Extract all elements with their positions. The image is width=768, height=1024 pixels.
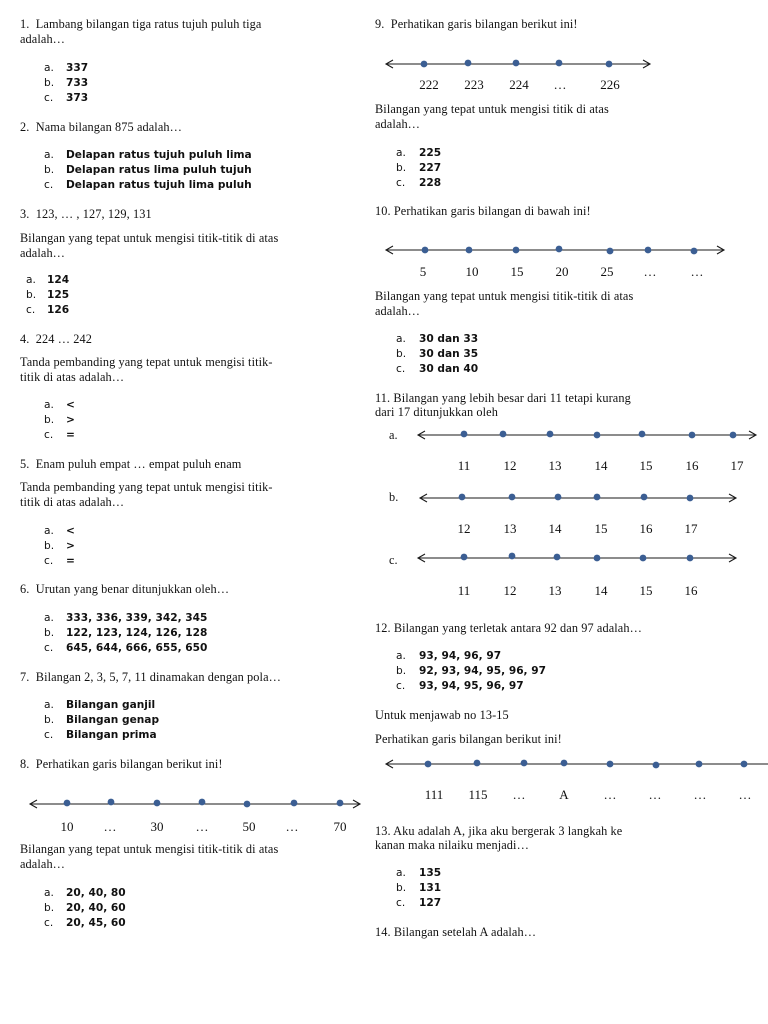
option-letter[interactable]: c. bbox=[44, 179, 54, 191]
number-line-point bbox=[500, 431, 507, 438]
number-line-point bbox=[554, 554, 561, 561]
number-line-point bbox=[687, 555, 694, 562]
number-line-label: 223 bbox=[464, 77, 484, 92]
number-line-label: 10 bbox=[465, 264, 479, 279]
option-letter[interactable]: a. bbox=[44, 699, 54, 711]
option-letter[interactable]: c. bbox=[396, 363, 406, 375]
option-text[interactable]: Delapan ratus tujuh puluh lima bbox=[66, 149, 252, 161]
q11b-number-line bbox=[368, 476, 768, 536]
option-letter[interactable]: c. bbox=[44, 642, 54, 654]
question-5-prompt-line1: Tanda pembanding yang tepat untuk mengisi titik- bbox=[20, 480, 273, 494]
option-letter[interactable]: c. bbox=[44, 555, 54, 567]
question-8-text: 8. Perhatikan garis bilangan berikut ini! bbox=[20, 757, 223, 771]
option-text[interactable]: 127 bbox=[419, 897, 442, 909]
question-4-text: 4. 224 … 242 bbox=[20, 332, 93, 346]
question-8-prompt-line1: Bilangan yang tepat untuk mengisi titik-titik di atas bbox=[20, 842, 279, 856]
question-13-text-line1: 13. Aku adalah A, jika aku bergerak 3 langkah ke bbox=[375, 824, 623, 838]
number-line-point bbox=[594, 494, 601, 501]
question-1-text-line2: adalah… bbox=[20, 32, 66, 46]
question-3-prompt-line1: Bilangan yang tepat untuk mengisi titik-titik di atas bbox=[20, 231, 279, 245]
option-text[interactable]: 131 bbox=[419, 882, 442, 894]
option-letter[interactable]: a. bbox=[396, 147, 406, 159]
option-letter[interactable]: b. bbox=[44, 414, 55, 426]
number-line-point bbox=[741, 761, 748, 768]
number-line-point bbox=[607, 761, 614, 768]
option-text[interactable]: 125 bbox=[47, 289, 70, 301]
number-line-point bbox=[64, 800, 71, 807]
option-letter[interactable]: c. bbox=[396, 177, 406, 189]
number-line-label: 20 bbox=[555, 264, 569, 279]
option-text[interactable]: 30 dan 40 bbox=[419, 363, 479, 375]
question-12-text: 12. Bilangan yang terletak antara 92 dan 97 adalah… bbox=[375, 621, 642, 635]
number-line-point bbox=[461, 431, 468, 438]
number-line-point bbox=[459, 494, 466, 501]
number-line-point bbox=[108, 799, 115, 806]
option-letter[interactable]: a. bbox=[44, 612, 54, 624]
q9-number-line bbox=[368, 42, 768, 102]
number-line-label: … bbox=[643, 264, 657, 279]
number-line-label: 13 bbox=[548, 583, 562, 598]
option-letter[interactable]: a. bbox=[396, 333, 406, 345]
number-line-label: 10 bbox=[60, 819, 74, 834]
option-text[interactable]: Bilangan genap bbox=[66, 714, 160, 726]
question-9-text: 9. Perhatikan garis bilangan berikut ini! bbox=[375, 17, 578, 31]
number-line-point bbox=[291, 800, 298, 807]
question-2-text: 2. Nama bilangan 875 adalah… bbox=[20, 120, 183, 134]
question-4-prompt-line2: titik di atas adalah… bbox=[20, 370, 125, 384]
number-line-point bbox=[555, 494, 562, 501]
option-text[interactable]: 30 dan 33 bbox=[419, 333, 479, 345]
number-line-point bbox=[461, 554, 468, 561]
number-line-label: … bbox=[285, 819, 299, 834]
option-letter[interactable]: b. bbox=[396, 882, 407, 894]
option-letter[interactable]: b. bbox=[396, 348, 407, 360]
number-line-label: 13 bbox=[503, 521, 517, 536]
number-line-point bbox=[421, 61, 428, 68]
number-line-label: 14 bbox=[594, 583, 608, 598]
number-line-point bbox=[154, 800, 161, 807]
number-line-label: 16 bbox=[639, 521, 653, 536]
question-8-prompt-line2: adalah… bbox=[20, 857, 66, 871]
question-9-prompt-line2: adalah… bbox=[375, 117, 421, 131]
number-line-label: 70 bbox=[333, 819, 347, 834]
option-letter[interactable]: c. bbox=[26, 304, 36, 316]
option-text[interactable]: 373 bbox=[66, 92, 89, 104]
option-text[interactable]: 228 bbox=[419, 177, 442, 189]
option-letter[interactable]: b. bbox=[44, 902, 55, 914]
number-line-point bbox=[465, 60, 472, 67]
number-line-point bbox=[687, 495, 694, 502]
number-line-point bbox=[645, 247, 652, 254]
option-text[interactable]: 20, 40, 80 bbox=[66, 887, 126, 899]
number-line-label: 14 bbox=[594, 458, 608, 473]
number-line-label: 12 bbox=[457, 521, 471, 536]
number-line-label: 15 bbox=[510, 264, 524, 279]
option-letter[interactable]: a. bbox=[396, 650, 406, 662]
option-text[interactable]: 30 dan 35 bbox=[419, 348, 479, 360]
option-letter[interactable]: b. bbox=[44, 714, 55, 726]
number-line-label: 11 bbox=[457, 458, 471, 473]
option-letter[interactable]: b. bbox=[44, 540, 55, 552]
q8-number-line bbox=[0, 782, 372, 842]
option-letter[interactable]: b. bbox=[44, 164, 55, 176]
number-line-point bbox=[466, 247, 473, 254]
number-line-label: 226 bbox=[600, 77, 620, 92]
question-11-text-line1: 11. Bilangan yang lebih besar dari 11 tetapi kurang bbox=[375, 391, 631, 405]
q11a-number-line bbox=[368, 413, 768, 473]
number-line-label: 15 bbox=[594, 521, 608, 536]
number-line-point bbox=[474, 760, 481, 767]
option-letter[interactable]: b. bbox=[389, 490, 399, 504]
option-letter[interactable]: b. bbox=[26, 289, 37, 301]
number-line-point bbox=[513, 60, 520, 67]
option-text[interactable]: > bbox=[66, 414, 75, 426]
option-letter[interactable]: a. bbox=[44, 399, 54, 411]
question-3-prompt-line2: adalah… bbox=[20, 246, 66, 260]
number-line-label: 222 bbox=[419, 77, 439, 92]
question-14-text: 14. Bilangan setelah A adalah… bbox=[375, 925, 537, 939]
option-letter[interactable]: a. bbox=[44, 887, 54, 899]
number-line-label: 11 bbox=[457, 583, 471, 598]
option-letter[interactable]: c. bbox=[396, 680, 406, 692]
number-line-label: 16 bbox=[684, 583, 698, 598]
option-letter[interactable]: a. bbox=[44, 149, 54, 161]
number-line-label: 15 bbox=[639, 583, 653, 598]
number-line-label: 115 bbox=[468, 787, 488, 802]
number-line-point bbox=[606, 61, 613, 68]
number-line-label: 17 bbox=[730, 458, 744, 473]
number-line-point bbox=[689, 432, 696, 439]
option-text[interactable]: 135 bbox=[419, 867, 442, 879]
question-5-prompt-line2: titik di atas adalah… bbox=[20, 495, 125, 509]
number-line-label: 111 bbox=[424, 787, 444, 802]
option-text[interactable]: 20, 40, 60 bbox=[66, 902, 126, 914]
option-letter[interactable]: b. bbox=[396, 665, 407, 677]
number-line-point bbox=[547, 431, 554, 438]
question-3-text: 3. 123, … , 127, 129, 131 bbox=[20, 207, 152, 221]
number-line-label: … bbox=[693, 787, 707, 802]
option-text[interactable]: 20, 45, 60 bbox=[66, 917, 126, 929]
number-line-label: 14 bbox=[548, 521, 562, 536]
option-text[interactable]: 93, 94, 96, 97 bbox=[419, 650, 502, 662]
q10-number-line bbox=[368, 228, 768, 288]
question-10-prompt-line2: adalah… bbox=[375, 304, 421, 318]
number-line-point bbox=[425, 761, 432, 768]
option-text[interactable]: Bilangan ganjil bbox=[66, 699, 156, 711]
option-letter[interactable]: c. bbox=[44, 92, 54, 104]
question-13-text-line2: kanan maka nilaiku menjadi… bbox=[375, 838, 529, 852]
option-text[interactable]: 333, 336, 339, 342, 345 bbox=[66, 612, 208, 624]
question-9-prompt-line1: Bilangan yang tepat untuk mengisi titik di atas bbox=[375, 102, 609, 116]
number-line-point bbox=[641, 494, 648, 501]
q13-15-number-line bbox=[368, 742, 768, 802]
question-1-text-line1: 1. Lambang bilangan tiga ratus tujuh puluh tiga bbox=[20, 17, 262, 31]
number-line-label: … bbox=[648, 787, 662, 802]
option-letter[interactable]: c. bbox=[44, 917, 54, 929]
option-letter[interactable]: c. bbox=[389, 553, 398, 567]
option-letter[interactable]: c. bbox=[44, 429, 54, 441]
option-text[interactable]: = bbox=[66, 429, 75, 441]
number-line-label: … bbox=[603, 787, 617, 802]
number-line-label: 50 bbox=[242, 819, 256, 834]
number-line-point bbox=[337, 800, 344, 807]
question-5-text: 5. Enam puluh empat … empat puluh enam bbox=[20, 457, 242, 471]
number-line-point bbox=[556, 246, 563, 253]
number-line-point bbox=[640, 555, 647, 562]
number-line-label: … bbox=[103, 819, 117, 834]
number-line-label: 15 bbox=[639, 458, 653, 473]
option-text[interactable]: 225 bbox=[419, 147, 442, 159]
option-text[interactable]: 93, 94, 95, 96, 97 bbox=[419, 680, 524, 692]
number-line-point bbox=[513, 247, 520, 254]
question-11-text-line2: dari 17 ditunjukkan oleh bbox=[375, 405, 498, 419]
option-text[interactable]: 122, 123, 124, 126, 128 bbox=[66, 627, 208, 639]
option-letter[interactable]: b. bbox=[44, 77, 55, 89]
number-line-label: … bbox=[690, 264, 704, 279]
number-line-label: 17 bbox=[684, 521, 698, 536]
number-line-point bbox=[509, 494, 516, 501]
option-text[interactable]: Bilangan prima bbox=[66, 729, 157, 741]
option-text[interactable]: 645, 644, 666, 655, 650 bbox=[66, 642, 208, 654]
option-text[interactable]: 227 bbox=[419, 162, 442, 174]
number-line-label: … bbox=[512, 787, 526, 802]
question-7-text: 7. Bilangan 2, 3, 5, 7, 11 dinamakan dengan pola… bbox=[20, 670, 282, 684]
number-line-point bbox=[607, 248, 614, 255]
number-line-point bbox=[199, 799, 206, 806]
number-line-label: … bbox=[195, 819, 209, 834]
option-letter[interactable]: a. bbox=[389, 428, 398, 442]
number-line-point bbox=[509, 553, 516, 560]
number-line-label: 25 bbox=[600, 264, 614, 279]
number-line-label: 224 bbox=[509, 77, 529, 92]
option-text[interactable]: 124 bbox=[47, 274, 70, 286]
option-letter[interactable]: a. bbox=[26, 274, 36, 286]
number-line-point bbox=[653, 762, 660, 769]
option-text[interactable]: 337 bbox=[66, 62, 89, 74]
number-line-point bbox=[561, 760, 568, 767]
number-line-label: 16 bbox=[685, 458, 699, 473]
option-text[interactable]: < bbox=[66, 525, 75, 537]
number-line-point bbox=[556, 60, 563, 67]
number-line-label: 5 bbox=[419, 264, 427, 279]
option-text[interactable]: 733 bbox=[66, 77, 89, 89]
option-text[interactable]: < bbox=[66, 399, 75, 411]
option-text[interactable]: = bbox=[66, 555, 75, 567]
option-letter[interactable]: b. bbox=[44, 627, 55, 639]
number-line-label: 12 bbox=[503, 458, 517, 473]
option-text[interactable]: Delapan ratus lima puluh tujuh bbox=[66, 164, 252, 176]
option-letter[interactable]: a. bbox=[44, 62, 54, 74]
option-letter[interactable]: b. bbox=[396, 162, 407, 174]
option-text[interactable]: 126 bbox=[47, 304, 70, 316]
number-line-point bbox=[244, 801, 251, 808]
number-line-point bbox=[521, 760, 528, 767]
option-text[interactable]: 92, 93, 94, 95, 96, 97 bbox=[419, 665, 547, 677]
question-6-text: 6. Urutan yang benar ditunjukkan oleh… bbox=[20, 582, 230, 596]
intro-text: Untuk menjawab no 13-15 bbox=[375, 708, 509, 722]
option-letter[interactable]: c. bbox=[44, 729, 54, 741]
option-text[interactable]: Delapan ratus tujuh lima puluh bbox=[66, 179, 252, 191]
number-line-label: … bbox=[738, 787, 752, 802]
number-line-label: A bbox=[559, 787, 569, 802]
question-4-prompt-line1: Tanda pembanding yang tepat untuk mengisi titik- bbox=[20, 355, 273, 369]
intro-instruction: Perhatikan garis bilangan berikut ini! bbox=[375, 732, 562, 746]
q11c-number-line bbox=[368, 536, 768, 596]
number-line-point bbox=[639, 431, 646, 438]
number-line-point bbox=[691, 248, 698, 255]
option-text[interactable]: > bbox=[66, 540, 75, 552]
number-line-point bbox=[730, 432, 737, 439]
number-line-label: 30 bbox=[150, 819, 164, 834]
number-line-point bbox=[594, 555, 601, 562]
option-letter[interactable]: a. bbox=[396, 867, 406, 879]
number-line-point bbox=[696, 761, 703, 768]
option-letter[interactable]: c. bbox=[396, 897, 406, 909]
number-line-label: … bbox=[553, 77, 567, 92]
number-line-label: 12 bbox=[503, 583, 517, 598]
number-line-label: 13 bbox=[548, 458, 562, 473]
question-10-prompt-line1: Bilangan yang tepat untuk mengisi titik-titik di atas bbox=[375, 289, 634, 303]
option-letter[interactable]: a. bbox=[44, 525, 54, 537]
number-line-point bbox=[594, 432, 601, 439]
question-10-text: 10. Perhatikan garis bilangan di bawah ini! bbox=[375, 204, 591, 218]
number-line-point bbox=[422, 247, 429, 254]
